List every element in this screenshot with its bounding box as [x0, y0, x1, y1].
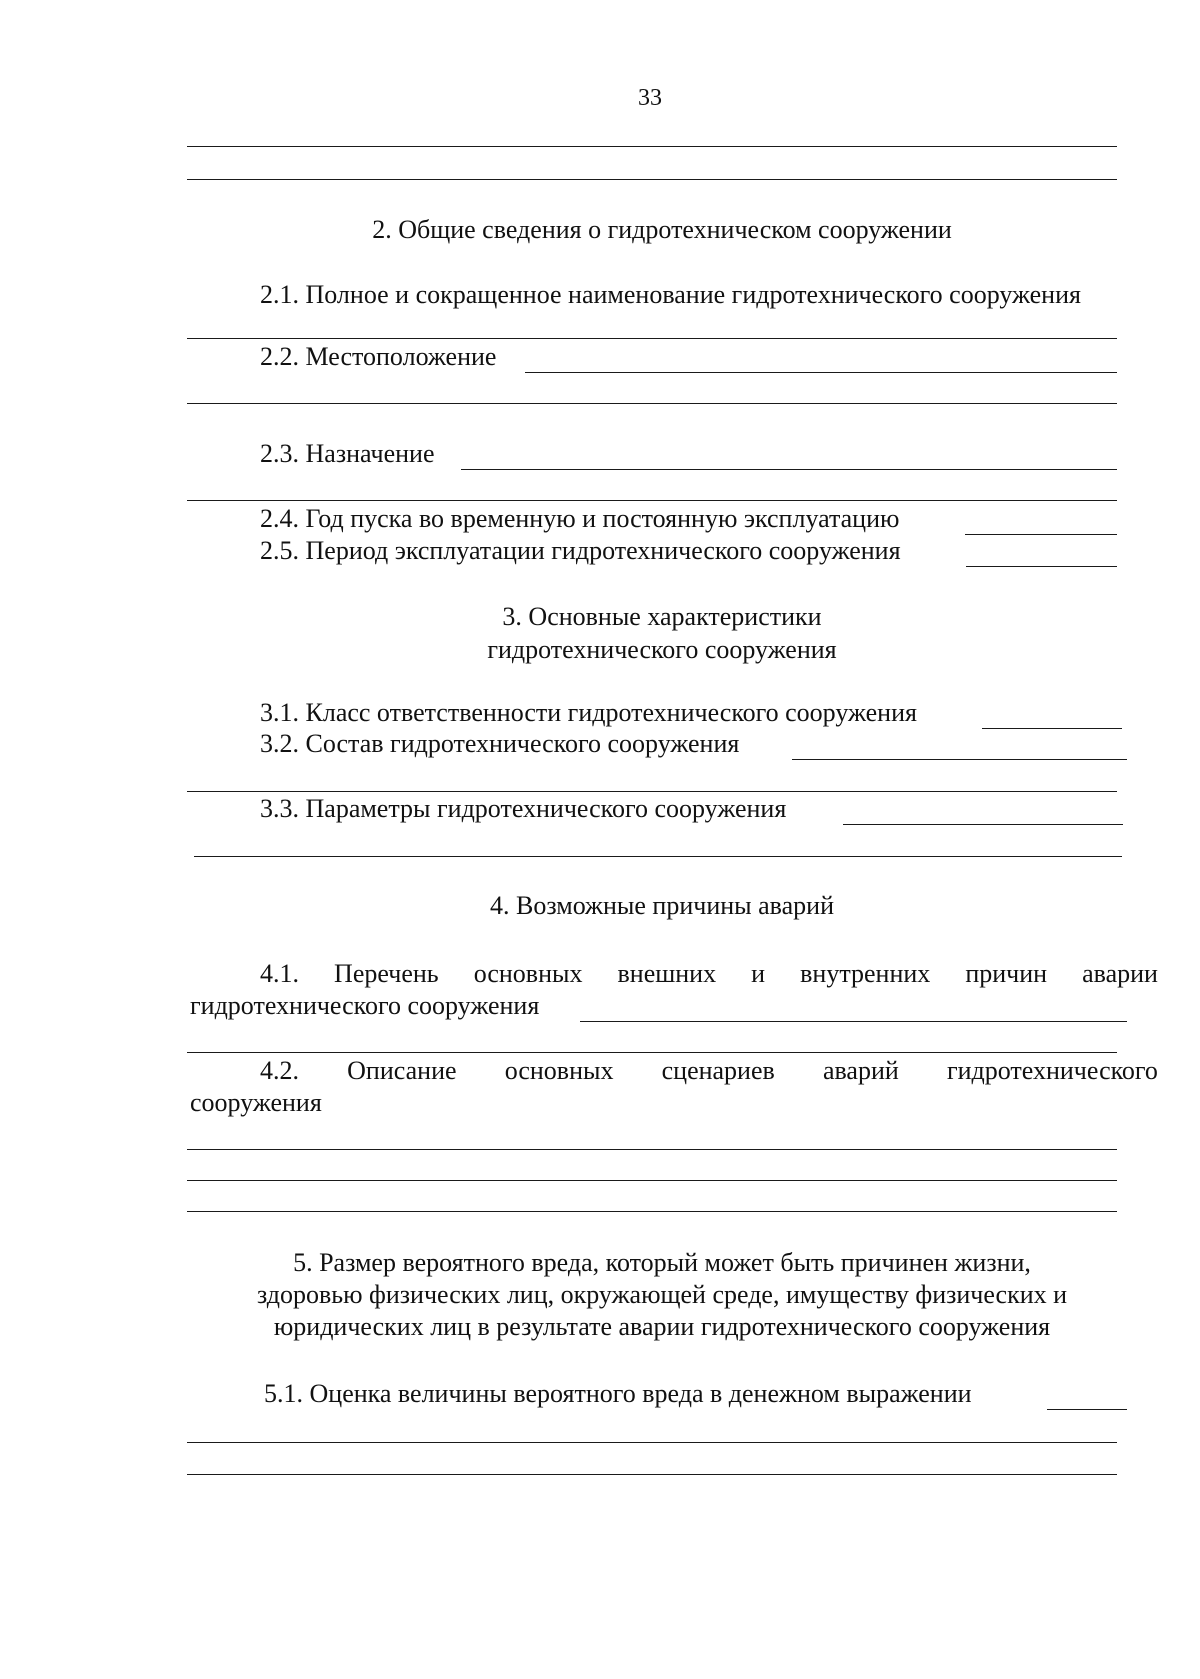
damage-estimate-field-line[interactable] — [1047, 1409, 1127, 1410]
purpose-field-line[interactable] — [461, 469, 1117, 470]
item-4-1-line2: гидротехнического сооружения — [190, 991, 540, 1020]
parameters-field-line[interactable] — [843, 824, 1123, 825]
blank-line[interactable] — [187, 338, 1117, 339]
blank-line[interactable] — [187, 403, 1117, 404]
item-2-3: 2.3. Назначение — [260, 439, 435, 468]
word: сценариев — [661, 1056, 775, 1085]
section-3-heading-line2: гидротехнического сооружения — [487, 635, 837, 664]
item-4-1-line1 — [260, 958, 1158, 990]
item-2-2: 2.2. Местоположение — [260, 342, 497, 371]
blank-line[interactable] — [187, 1442, 1117, 1443]
word: основных — [473, 959, 583, 988]
blank-line[interactable] — [187, 179, 1117, 180]
blank-line[interactable] — [187, 500, 1117, 501]
word: гидротехнического — [946, 1056, 1158, 1085]
section-5-heading-line3: юридических лиц в результате аварии гидротехнического сооружения — [273, 1312, 1051, 1341]
item-2-1: 2.1. Полное и сокращенное наименование гидротехнического сооружения — [260, 280, 1081, 309]
blank-line[interactable] — [187, 791, 1117, 792]
blank-line[interactable] — [187, 1211, 1117, 1212]
causes-field-line[interactable] — [580, 1021, 1127, 1022]
section-2-heading: 2. Общие сведения о гидротехническом сооружении — [372, 215, 952, 244]
item-3-2: 3.2. Состав гидротехнического сооружения — [260, 729, 740, 758]
word: причин — [965, 959, 1048, 988]
operation-period-field-line[interactable] — [966, 566, 1117, 567]
word: 4.1. — [260, 959, 299, 988]
item-4-2-line2: сооружения — [190, 1088, 322, 1117]
word: внутренних — [800, 959, 931, 988]
item-4-2-line1 — [260, 1055, 1158, 1087]
section-3-heading-line1: 3. Основные характеристики — [502, 602, 822, 631]
word: Описание — [347, 1056, 457, 1085]
section-5-heading-line2: здоровью физических лиц, окружающей среде, имуществу физических и — [256, 1280, 1068, 1309]
word: основных — [504, 1056, 614, 1085]
word: и — [751, 959, 766, 988]
section-4-heading: 4. Возможные причины аварий — [490, 891, 834, 920]
word: внешних — [617, 959, 717, 988]
blank-line[interactable] — [187, 1180, 1117, 1181]
word: Перечень — [334, 959, 439, 988]
item-2-5: 2.5. Период эксплуатации гидротехнического сооружения — [260, 536, 901, 565]
blank-line[interactable] — [187, 1052, 1117, 1053]
page-number: 33 — [638, 85, 662, 111]
blank-line[interactable] — [187, 1149, 1117, 1150]
item-2-4: 2.4. Год пуска во временную и постоянную эксплуатацию — [260, 504, 900, 533]
section-5-heading-line1: 5. Размер вероятного вреда, который может быть причинен жизни, — [293, 1248, 1031, 1277]
word: аварии — [1082, 959, 1158, 988]
start-year-field-line[interactable] — [965, 534, 1117, 535]
location-field-line[interactable] — [525, 372, 1117, 373]
blank-line[interactable] — [187, 146, 1117, 147]
item-5-1: 5.1. Оценка величины вероятного вреда в денежном выражении — [264, 1379, 972, 1408]
item-3-1: 3.1. Класс ответственности гидротехнического сооружения — [260, 698, 917, 727]
item-3-3: 3.3. Параметры гидротехнического сооружения — [260, 794, 787, 823]
blank-line[interactable] — [187, 1474, 1117, 1475]
class-field-line[interactable] — [982, 728, 1122, 729]
blank-line[interactable] — [194, 856, 1122, 857]
composition-field-line[interactable] — [792, 759, 1127, 760]
word: аварий — [822, 1056, 899, 1085]
word: 4.2. — [260, 1056, 299, 1085]
